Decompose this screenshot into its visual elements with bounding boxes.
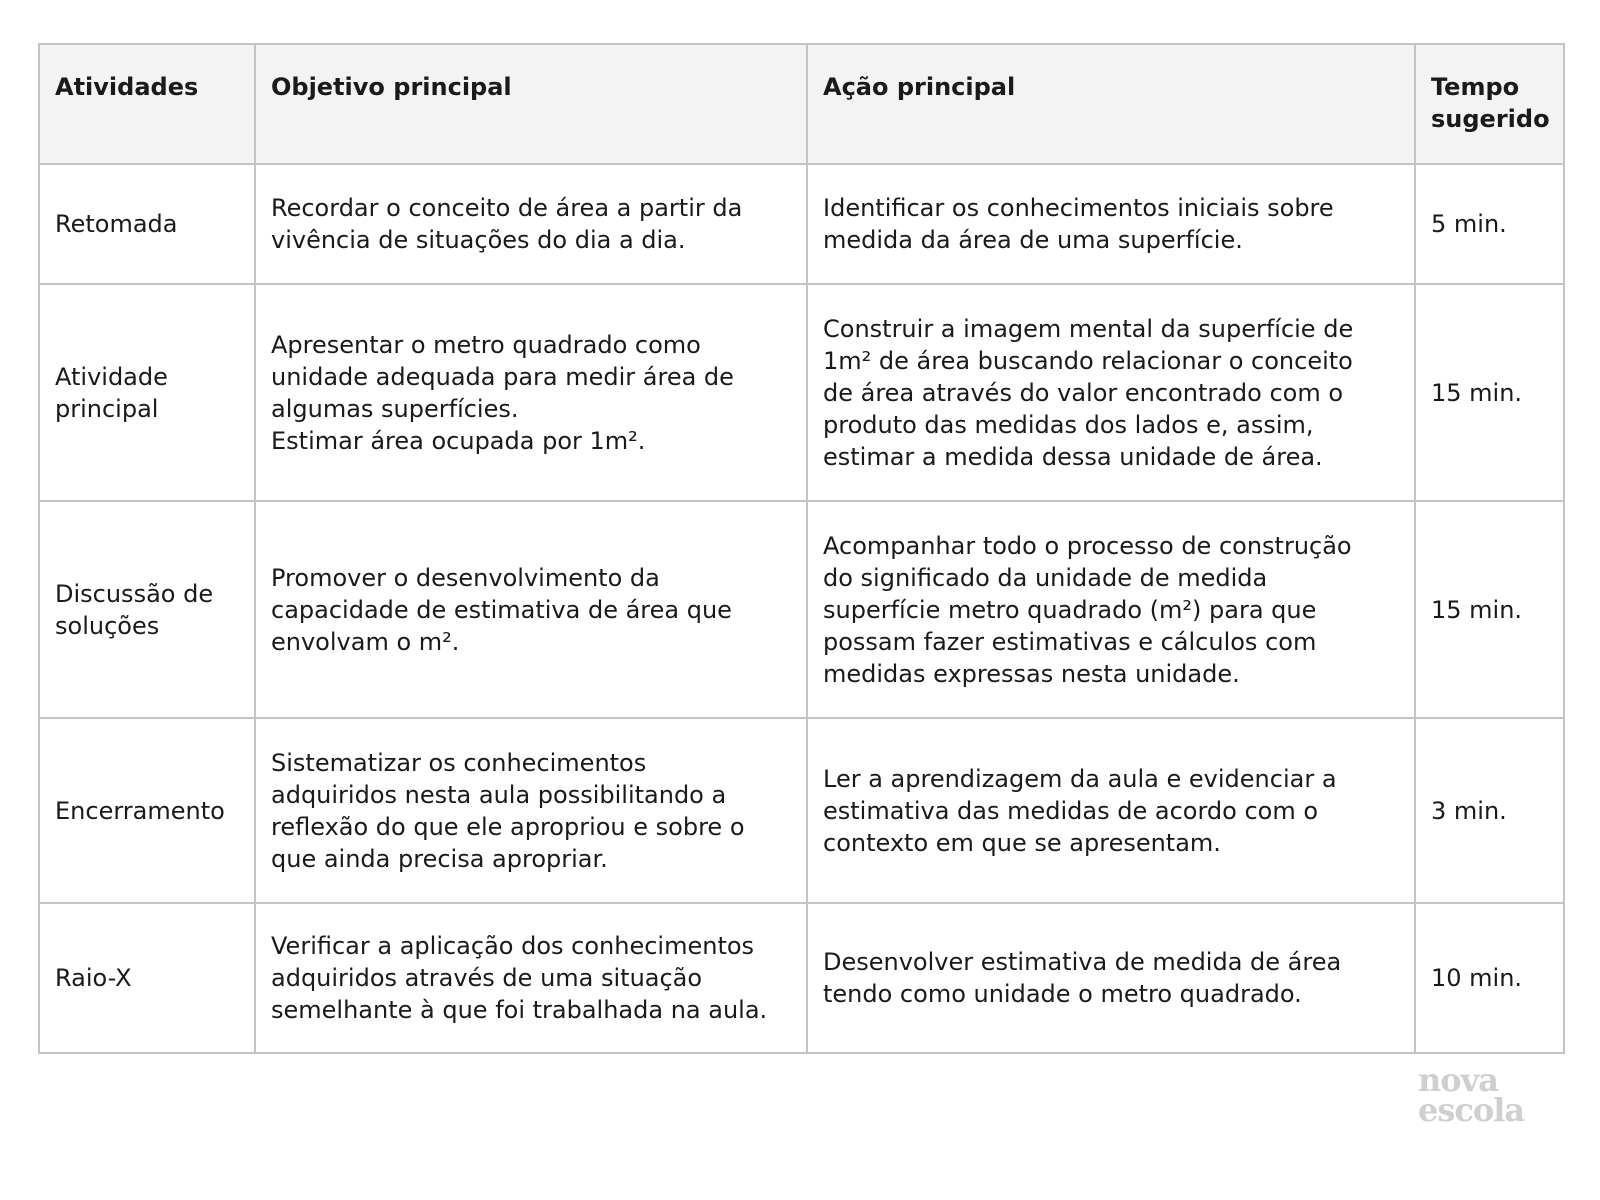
cell-objetivo: Verificar a aplicação dos conhecimentos adquiridos através de uma situação semelhante à que foi trabalhada na aula. [255, 903, 807, 1053]
cell-objetivo: Apresentar o metro quadrado como unidade adequada para medir área de algumas superfícies. Estimar área ocupada por 1m². [255, 284, 807, 501]
header-atividades: Atividades [39, 44, 255, 164]
table-row [39, 164, 1564, 284]
header-acao: Ação principal [807, 44, 1415, 164]
cell-atividade: Discussão de soluções [39, 501, 255, 718]
cell-tempo: 15 min. [1415, 501, 1564, 718]
cell-tempo: 3 min. [1415, 718, 1564, 903]
lesson-plan-table [38, 43, 1565, 1054]
cell-acao: Construir a imagem mental da superfície de 1m² de área buscando relacionar o conceito de área através do valor encontrado com o produto das medidas dos lados e, assim, estimar a medida dessa unidade de área. [807, 284, 1415, 501]
cell-tempo: 5 min. [1415, 164, 1564, 284]
cell-acao: Desenvolver estimativa de medida de área tendo como unidade o metro quadrado. [807, 903, 1415, 1053]
logo-line-2: escola [1418, 1091, 1525, 1129]
table-row [39, 501, 1564, 718]
header-objetivo: Objetivo principal [255, 44, 807, 164]
cell-objetivo: Recordar o conceito de área a partir da vivência de situações do dia a dia. [255, 164, 807, 284]
cell-objetivo: Sistematizar os conhecimentos adquiridos nesta aula possibilitando a reflexão do que ele apropriou e sobre o que ainda precisa apropriar. [255, 718, 807, 903]
logo-line-1: nova [1418, 1061, 1498, 1099]
cell-atividade: Encerramento [39, 718, 255, 903]
cell-tempo: 10 min. [1415, 903, 1564, 1053]
table-header-row [39, 44, 1564, 164]
nova-escola-logo [1418, 1061, 1525, 1129]
cell-atividade: Retomada [39, 164, 255, 284]
header-tempo: Tempo sugerido [1415, 44, 1564, 164]
table-row [39, 718, 1564, 903]
cell-objetivo: Promover o desenvolvimento da capacidade de estimativa de área que envolvam o m². [255, 501, 807, 718]
cell-tempo: 15 min. [1415, 284, 1564, 501]
cell-atividade: Atividade principal [39, 284, 255, 501]
cell-acao: Acompanhar todo o processo de construção do significado da unidade de medida superfície metro quadrado (m²) para que possam fazer estimativas e cálculos com medidas expressas nesta unidade. [807, 501, 1415, 718]
cell-atividade: Raio-X [39, 903, 255, 1053]
table-row [39, 284, 1564, 501]
cell-acao: Identificar os conhecimentos iniciais sobre medida da área de uma superfície. [807, 164, 1415, 284]
cell-acao: Ler a aprendizagem da aula e evidenciar a estimativa das medidas de acordo com o contexto em que se apresentam. [807, 718, 1415, 903]
table-row [39, 903, 1564, 1053]
